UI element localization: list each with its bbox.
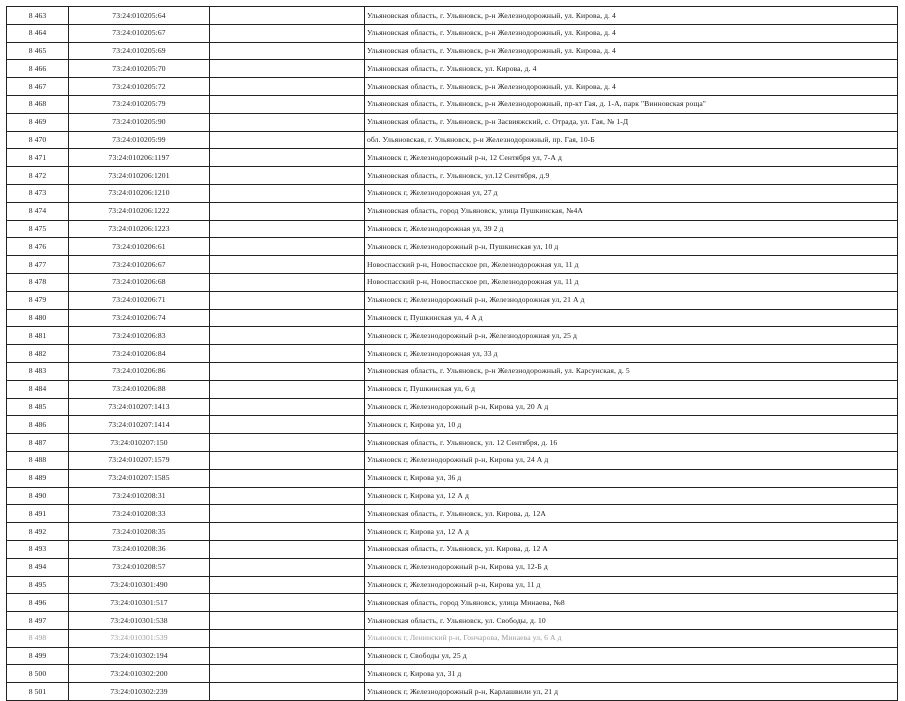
table-row bbox=[7, 345, 898, 363]
row-number-cell: 8 485 bbox=[7, 398, 69, 416]
cadastral-number-cell: 73:24:010208:31 bbox=[69, 487, 210, 505]
cadastral-number-cell: 73:24:010302:194 bbox=[69, 647, 210, 665]
row-number-cell: 8 475 bbox=[7, 220, 69, 238]
cadastral-number-cell: 73:24:010206:74 bbox=[69, 309, 210, 327]
document-page bbox=[6, 6, 898, 701]
row-number-cell: 8 463 bbox=[7, 7, 69, 25]
address-cell: Ульяновск г, Кирова ул, 12 А д bbox=[365, 523, 898, 541]
row-number-cell: 8 472 bbox=[7, 167, 69, 185]
address-cell: Ульяновская область, г. Ульяновск, ул. 12 Сентября, д. 16 bbox=[365, 434, 898, 452]
table-row bbox=[7, 629, 898, 647]
table-row bbox=[7, 505, 898, 523]
cadastral-number-cell: 73:24:010205:99 bbox=[69, 131, 210, 149]
table-row bbox=[7, 24, 898, 42]
cadastral-number-cell: 73:24:010205:90 bbox=[69, 113, 210, 131]
address-cell: Ульяновская область, г. Ульяновск, р-н Железнодорожный, ул. Карсунская, д. 5 bbox=[365, 362, 898, 380]
table-row bbox=[7, 523, 898, 541]
table-row bbox=[7, 398, 898, 416]
table-row bbox=[7, 487, 898, 505]
cadastral-number-cell: 73:24:010206:83 bbox=[69, 327, 210, 345]
row-number-cell: 8 490 bbox=[7, 487, 69, 505]
address-cell: Ульяновская область, г. Ульяновск, ул.12 Сентября, д.9 bbox=[365, 167, 898, 185]
row-number-cell: 8 470 bbox=[7, 131, 69, 149]
empty-cell bbox=[210, 469, 365, 487]
empty-cell bbox=[210, 345, 365, 363]
cadastral-table bbox=[6, 6, 898, 701]
empty-cell bbox=[210, 576, 365, 594]
empty-cell bbox=[210, 149, 365, 167]
cadastral-number-cell: 73:24:010205:79 bbox=[69, 95, 210, 113]
empty-cell bbox=[210, 220, 365, 238]
address-cell: Ульяновск г, Железнодорожная ул, 27 д bbox=[365, 184, 898, 202]
empty-cell bbox=[210, 95, 365, 113]
table-row bbox=[7, 184, 898, 202]
address-cell: Ульяновск г, Пушкинская ул, 6 д bbox=[365, 380, 898, 398]
cadastral-number-cell: 73:24:010206:84 bbox=[69, 345, 210, 363]
row-number-cell: 8 468 bbox=[7, 95, 69, 113]
table-row bbox=[7, 362, 898, 380]
address-cell: Ульяновск г, Железнодорожный р-н, Кирова ул, 20 А д bbox=[365, 398, 898, 416]
table-row bbox=[7, 273, 898, 291]
empty-cell bbox=[210, 42, 365, 60]
row-number-cell: 8 466 bbox=[7, 60, 69, 78]
table-row bbox=[7, 60, 898, 78]
empty-cell bbox=[210, 665, 365, 683]
cadastral-number-cell: 73:24:010206:88 bbox=[69, 380, 210, 398]
table-row bbox=[7, 238, 898, 256]
cadastral-number-cell: 73:24:010205:70 bbox=[69, 60, 210, 78]
empty-cell bbox=[210, 7, 365, 25]
address-cell: Ульяновская область, г. Ульяновск, ул. Кирова, д. 4 bbox=[365, 60, 898, 78]
table-row bbox=[7, 416, 898, 434]
empty-cell bbox=[210, 362, 365, 380]
row-number-cell: 8 498 bbox=[7, 629, 69, 647]
cadastral-number-cell: 73:24:010205:64 bbox=[69, 7, 210, 25]
table-row bbox=[7, 42, 898, 60]
cadastral-number-cell: 73:24:010206:1197 bbox=[69, 149, 210, 167]
row-number-cell: 8 477 bbox=[7, 256, 69, 274]
row-number-cell: 8 483 bbox=[7, 362, 69, 380]
address-cell: Ульяновская область, г. Ульяновск, р-н Засвияжский, с. Отрада, ул. Гая, № 1-Д bbox=[365, 113, 898, 131]
cadastral-number-cell: 73:24:010302:200 bbox=[69, 665, 210, 683]
table-row bbox=[7, 220, 898, 238]
empty-cell bbox=[210, 60, 365, 78]
empty-cell bbox=[210, 629, 365, 647]
cadastral-number-cell: 73:24:010301:517 bbox=[69, 594, 210, 612]
cadastral-number-cell: 73:24:010301:538 bbox=[69, 612, 210, 630]
empty-cell bbox=[210, 184, 365, 202]
empty-cell bbox=[210, 398, 365, 416]
address-cell: Новоспасский р-н, Новоспасское рп, Железнодорожная ул, 11 д bbox=[365, 273, 898, 291]
row-number-cell: 8 488 bbox=[7, 451, 69, 469]
row-number-cell: 8 492 bbox=[7, 523, 69, 541]
table-row bbox=[7, 469, 898, 487]
address-cell: Новоспасский р-н, Новоспасское рп, Железнодорожная ул, 11 д bbox=[365, 256, 898, 274]
empty-cell bbox=[210, 451, 365, 469]
table-row bbox=[7, 327, 898, 345]
row-number-cell: 8 500 bbox=[7, 665, 69, 683]
row-number-cell: 8 493 bbox=[7, 540, 69, 558]
empty-cell bbox=[210, 113, 365, 131]
table-row bbox=[7, 309, 898, 327]
cadastral-number-cell: 73:24:010206:86 bbox=[69, 362, 210, 380]
empty-cell bbox=[210, 24, 365, 42]
cadastral-number-cell: 73:24:010207:1414 bbox=[69, 416, 210, 434]
address-cell: Ульяновск г, Кирова ул, 31 д bbox=[365, 665, 898, 683]
table-row bbox=[7, 256, 898, 274]
address-cell: Ульяновск г, Железнодорожный р-н, Кирова ул, 12-Б д bbox=[365, 558, 898, 576]
empty-cell bbox=[210, 594, 365, 612]
table-row bbox=[7, 202, 898, 220]
empty-cell bbox=[210, 434, 365, 452]
empty-cell bbox=[210, 612, 365, 630]
cadastral-number-cell: 73:24:010207:1585 bbox=[69, 469, 210, 487]
address-cell: Ульяновская область, г. Ульяновск, ул. Кирова, д. 12 А bbox=[365, 540, 898, 558]
address-cell: Ульяновск г, Железнодорожный р-н, Карлашвили ул, 21 д bbox=[365, 683, 898, 701]
row-number-cell: 8 501 bbox=[7, 683, 69, 701]
row-number-cell: 8 496 bbox=[7, 594, 69, 612]
address-cell: Ульяновск г, Железнодорожный р-н, 12 Сентября ул, 7-А д bbox=[365, 149, 898, 167]
address-cell: Ульяновск г, Ленинский р-н, Гончарова, Минаева ул, 6 А д bbox=[365, 629, 898, 647]
address-cell: Ульяновская область, город Ульяновск, улица Минаева, №8 bbox=[365, 594, 898, 612]
address-cell: Ульяновская область, г. Ульяновск, р-н Железнодорожный, ул. Кирова, д. 4 bbox=[365, 78, 898, 96]
row-number-cell: 8 497 bbox=[7, 612, 69, 630]
address-cell: Ульяновская область, г. Ульяновск, ул. Свободы, д. 10 bbox=[365, 612, 898, 630]
address-cell: Ульяновск г, Железнодорожный р-н, Кирова ул, 24 А д bbox=[365, 451, 898, 469]
cadastral-number-cell: 73:24:010301:490 bbox=[69, 576, 210, 594]
row-number-cell: 8 482 bbox=[7, 345, 69, 363]
empty-cell bbox=[210, 523, 365, 541]
address-cell: Ульяновск г, Железнодорожный р-н, Кирова ул, 11 д bbox=[365, 576, 898, 594]
empty-cell bbox=[210, 131, 365, 149]
address-cell: Ульяновск г, Железнодорожный р-н, Железнодорожная ул, 25 д bbox=[365, 327, 898, 345]
table-row bbox=[7, 434, 898, 452]
address-cell: Ульяновская область, г. Ульяновск, р-н Железнодорожный, ул. Кирова, д. 4 bbox=[365, 7, 898, 25]
row-number-cell: 8 471 bbox=[7, 149, 69, 167]
empty-cell bbox=[210, 416, 365, 434]
table-row bbox=[7, 683, 898, 701]
address-cell: Ульяновск г, Кирова ул, 36 д bbox=[365, 469, 898, 487]
table-row bbox=[7, 380, 898, 398]
table-row bbox=[7, 576, 898, 594]
row-number-cell: 8 473 bbox=[7, 184, 69, 202]
cadastral-number-cell: 73:24:010206:1222 bbox=[69, 202, 210, 220]
cadastral-number-cell: 73:24:010206:61 bbox=[69, 238, 210, 256]
table-row bbox=[7, 647, 898, 665]
row-number-cell: 8 476 bbox=[7, 238, 69, 256]
address-cell: обл. Ульяновская, г. Ульяновск, р-н Железнодорожный, пр. Гая, 10-Б bbox=[365, 131, 898, 149]
table-row bbox=[7, 540, 898, 558]
address-cell: Ульяновская область, г. Ульяновск, р-н Железнодорожный, ул. Кирова, д. 4 bbox=[365, 42, 898, 60]
cadastral-number-cell: 73:24:010207:1579 bbox=[69, 451, 210, 469]
cadastral-number-cell: 73:24:010206:67 bbox=[69, 256, 210, 274]
address-cell: Ульяновск г, Железнодорожный р-н, Железнодорожная ул, 21 А д bbox=[365, 291, 898, 309]
row-number-cell: 8 487 bbox=[7, 434, 69, 452]
address-cell: Ульяновск г, Железнодорожная ул, 39 2 д bbox=[365, 220, 898, 238]
address-cell: Ульяновск г, Пушкинская ул, 4 А д bbox=[365, 309, 898, 327]
table-row bbox=[7, 612, 898, 630]
row-number-cell: 8 464 bbox=[7, 24, 69, 42]
row-number-cell: 8 491 bbox=[7, 505, 69, 523]
cadastral-number-cell: 73:24:010207:1413 bbox=[69, 398, 210, 416]
address-cell: Ульяновская область, г. Ульяновск, р-н Железнодорожный, ул. Кирова, д. 4 bbox=[365, 24, 898, 42]
empty-cell bbox=[210, 683, 365, 701]
empty-cell bbox=[210, 487, 365, 505]
table-row bbox=[7, 113, 898, 131]
cadastral-number-cell: 73:24:010206:71 bbox=[69, 291, 210, 309]
address-cell: Ульяновск г, Кирова ул, 10 д bbox=[365, 416, 898, 434]
empty-cell bbox=[210, 327, 365, 345]
table-row bbox=[7, 78, 898, 96]
empty-cell bbox=[210, 380, 365, 398]
row-number-cell: 8 495 bbox=[7, 576, 69, 594]
table-row bbox=[7, 95, 898, 113]
address-cell: Ульяновск г, Кирова ул, 12 А д bbox=[365, 487, 898, 505]
row-number-cell: 8 469 bbox=[7, 113, 69, 131]
address-cell: Ульяновск г, Железнодорожный р-н, Пушкинская ул, 10 д bbox=[365, 238, 898, 256]
empty-cell bbox=[210, 505, 365, 523]
cadastral-number-cell: 73:24:010208:35 bbox=[69, 523, 210, 541]
row-number-cell: 8 489 bbox=[7, 469, 69, 487]
table-row bbox=[7, 558, 898, 576]
row-number-cell: 8 467 bbox=[7, 78, 69, 96]
empty-cell bbox=[210, 78, 365, 96]
table-row bbox=[7, 149, 898, 167]
cadastral-number-cell: 73:24:010205:69 bbox=[69, 42, 210, 60]
row-number-cell: 8 481 bbox=[7, 327, 69, 345]
table-row bbox=[7, 167, 898, 185]
cadastral-number-cell: 73:24:010206:1210 bbox=[69, 184, 210, 202]
empty-cell bbox=[210, 167, 365, 185]
address-cell: Ульяновская область, город Ульяновск, улица Пушкинская, №4А bbox=[365, 202, 898, 220]
address-cell: Ульяновская область, г. Ульяновск, ул. Кирова, д. 12А bbox=[365, 505, 898, 523]
address-cell: Ульяновская область, г. Ульяновск, р-н Железнодорожный, пр-кт Гая, д. 1-А, парк "Винновская роща" bbox=[365, 95, 898, 113]
row-number-cell: 8 474 bbox=[7, 202, 69, 220]
empty-cell bbox=[210, 256, 365, 274]
address-cell: Ульяновск г, Железнодорожная ул, 33 д bbox=[365, 345, 898, 363]
empty-cell bbox=[210, 558, 365, 576]
cadastral-number-cell: 73:24:010205:67 bbox=[69, 24, 210, 42]
table-row bbox=[7, 291, 898, 309]
empty-cell bbox=[210, 202, 365, 220]
table-row bbox=[7, 594, 898, 612]
empty-cell bbox=[210, 291, 365, 309]
row-number-cell: 8 479 bbox=[7, 291, 69, 309]
table-row bbox=[7, 451, 898, 469]
address-cell: Ульяновск г, Свободы ул, 25 д bbox=[365, 647, 898, 665]
cadastral-number-cell: 73:24:010208:57 bbox=[69, 558, 210, 576]
row-number-cell: 8 484 bbox=[7, 380, 69, 398]
table-row bbox=[7, 131, 898, 149]
cadastral-number-cell: 73:24:010208:36 bbox=[69, 540, 210, 558]
cadastral-number-cell: 73:24:010206:1223 bbox=[69, 220, 210, 238]
cadastral-number-cell: 73:24:010302:239 bbox=[69, 683, 210, 701]
row-number-cell: 8 499 bbox=[7, 647, 69, 665]
cadastral-number-cell: 73:24:010207:150 bbox=[69, 434, 210, 452]
row-number-cell: 8 480 bbox=[7, 309, 69, 327]
empty-cell bbox=[210, 238, 365, 256]
empty-cell bbox=[210, 647, 365, 665]
cadastral-number-cell: 73:24:010301:539 bbox=[69, 629, 210, 647]
row-number-cell: 8 465 bbox=[7, 42, 69, 60]
row-number-cell: 8 478 bbox=[7, 273, 69, 291]
cadastral-number-cell: 73:24:010208:33 bbox=[69, 505, 210, 523]
table-row bbox=[7, 7, 898, 25]
empty-cell bbox=[210, 273, 365, 291]
table-row bbox=[7, 665, 898, 683]
row-number-cell: 8 494 bbox=[7, 558, 69, 576]
table-body bbox=[7, 7, 898, 701]
cadastral-number-cell: 73:24:010206:1201 bbox=[69, 167, 210, 185]
row-number-cell: 8 486 bbox=[7, 416, 69, 434]
cadastral-number-cell: 73:24:010205:72 bbox=[69, 78, 210, 96]
empty-cell bbox=[210, 540, 365, 558]
empty-cell bbox=[210, 309, 365, 327]
cadastral-number-cell: 73:24:010206:68 bbox=[69, 273, 210, 291]
